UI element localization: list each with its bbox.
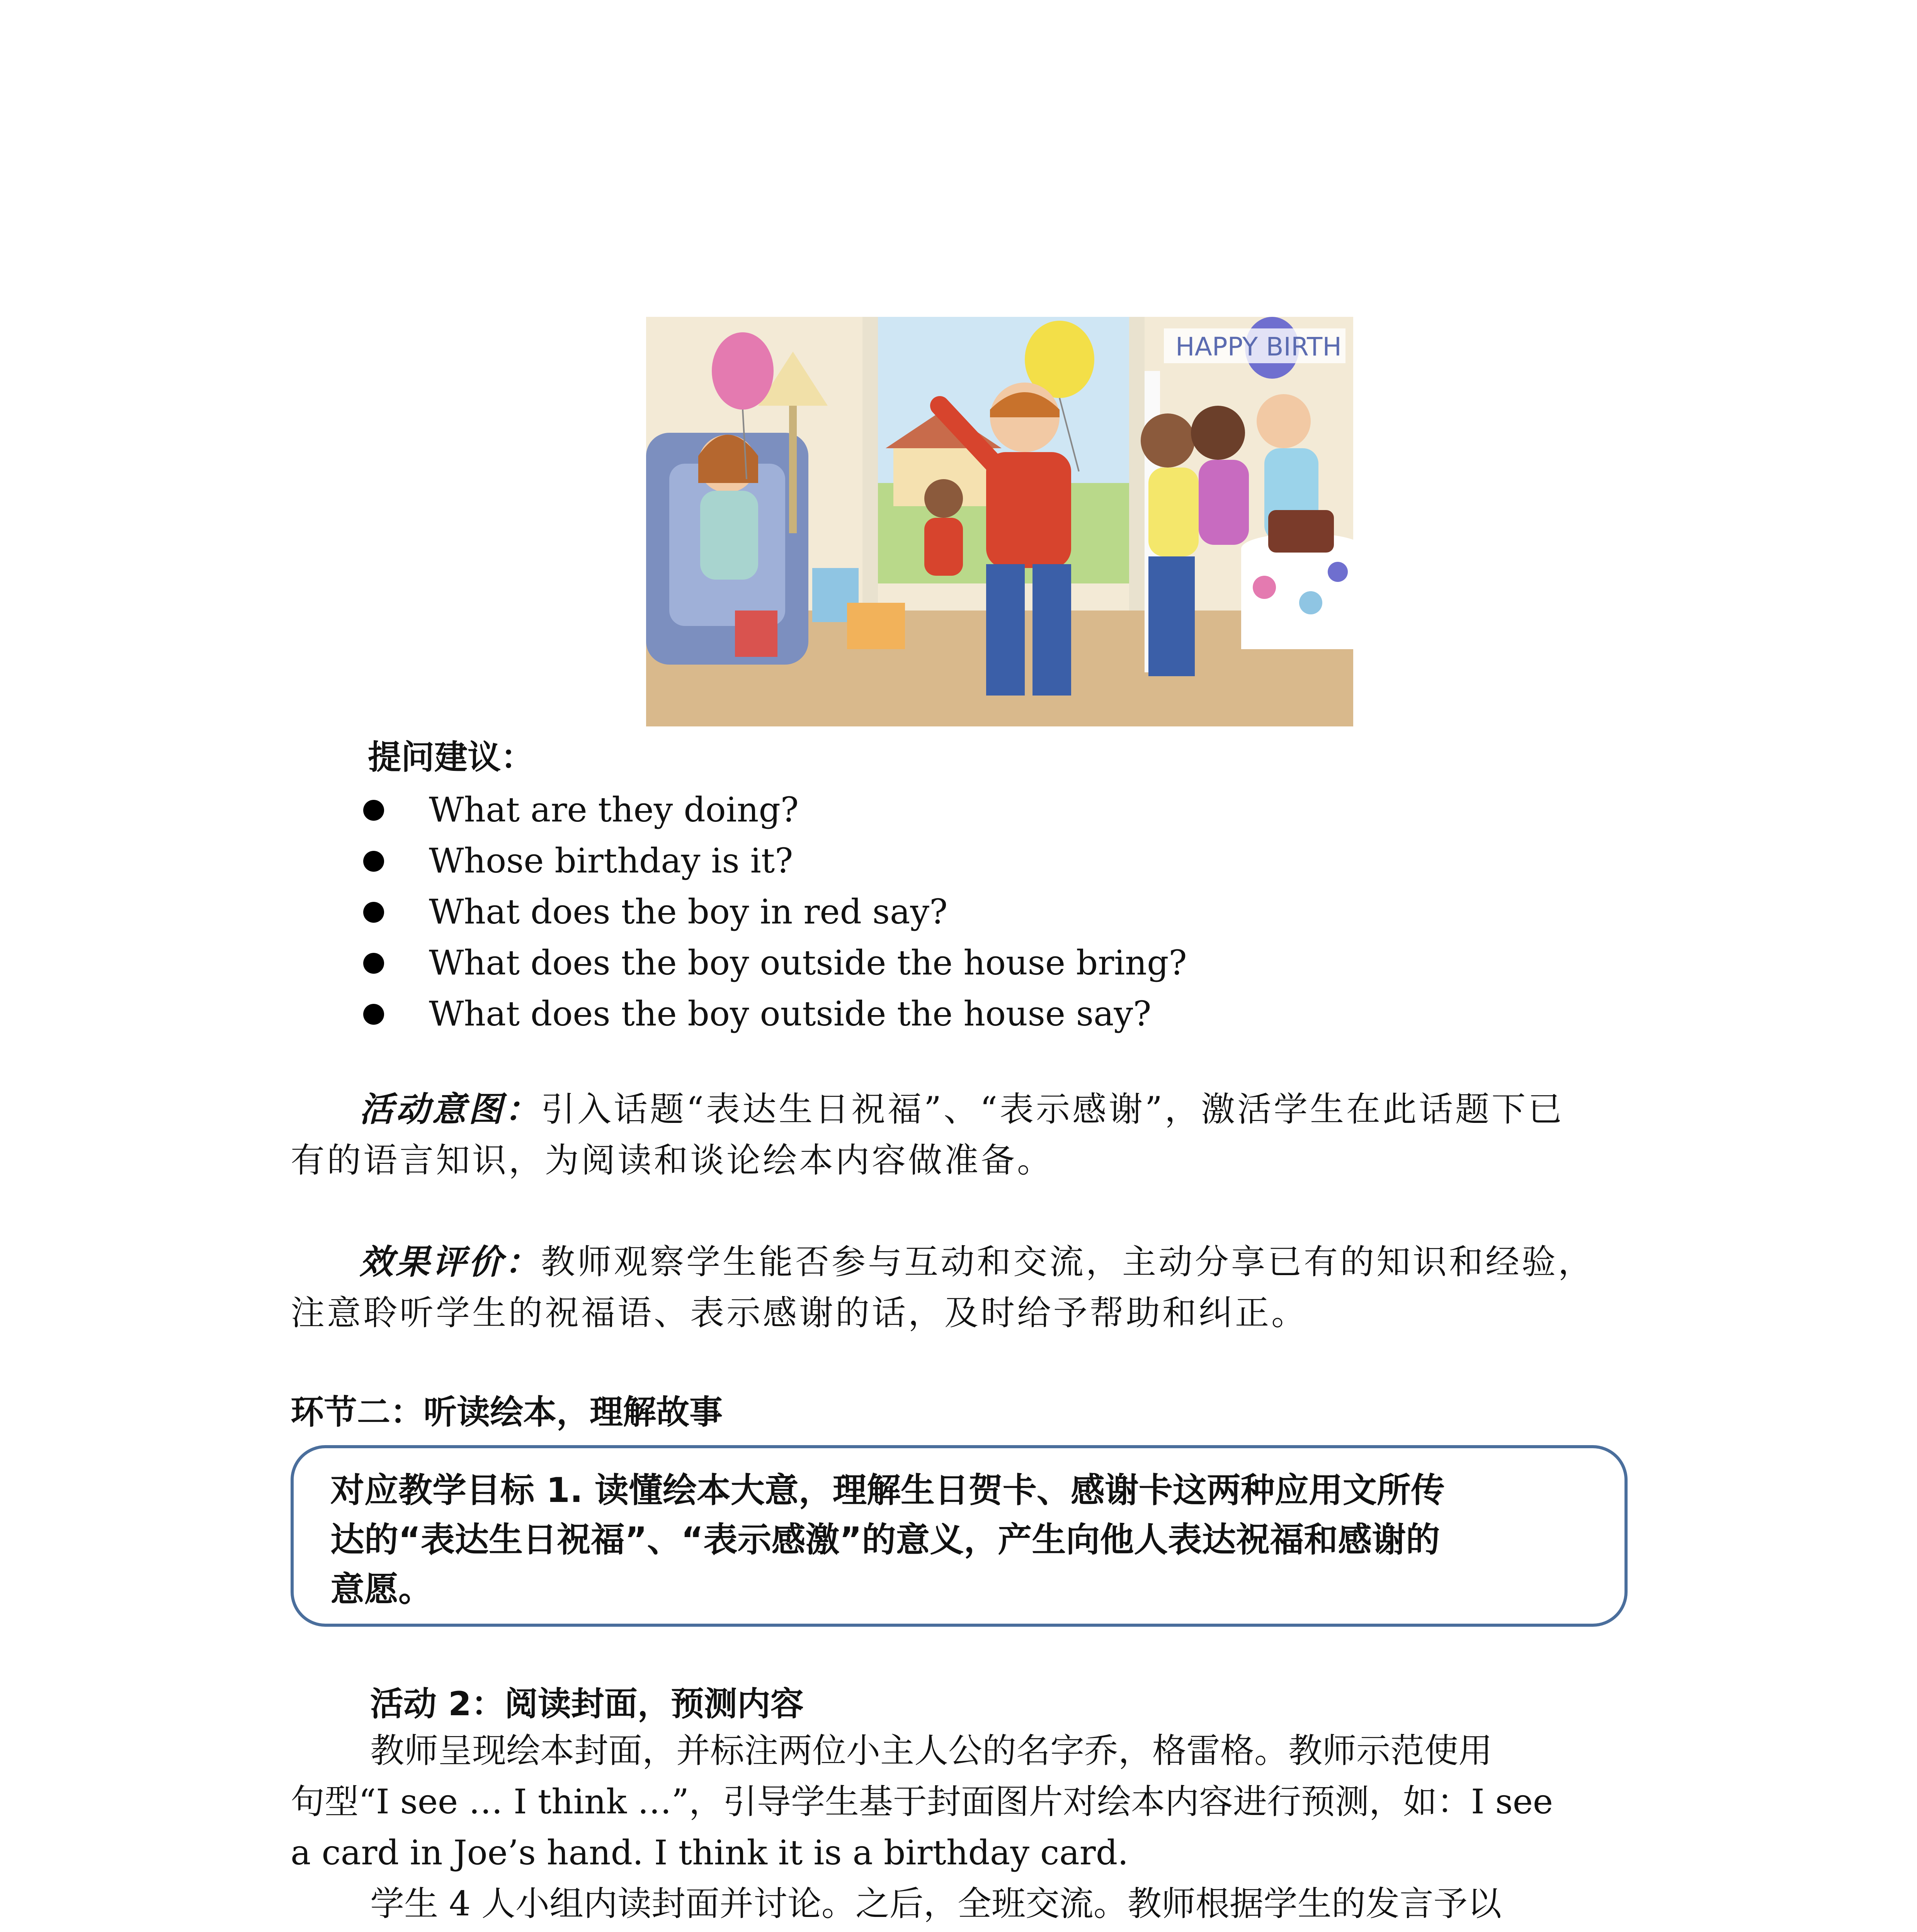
intent-label: 活动意图： <box>359 1089 541 1129</box>
teaching-goal-box <box>291 1445 1628 1627</box>
banner-text: HAPPY BIRTH <box>1175 332 1342 362</box>
paragraph-line: 学生 4 人小组内读封面并讨论。之后，全班交流。教师根据学生的发言予以 <box>370 1884 1502 1923</box>
paragraph-line <box>291 1929 495 1932</box>
activity-intent-1: 活动意图：引入话题“表达生日祝福”、“表示感谢”，激活学生在此话题下已 <box>359 1089 1564 1129</box>
bullet-icon <box>363 1004 384 1025</box>
list-item: What does the boy in red say? <box>363 886 1187 937</box>
paragraph-line: 教师呈现绘本封面，并标注两位小主人公的名字乔，格雷格。教师示范使用 <box>370 1731 1493 1770</box>
paragraph-line: 句型“I see … I think …”，引导学生基于封面图片对绘本内容进行预测，如：I see <box>291 1782 1553 1821</box>
goal-line: 意愿。 <box>330 1569 433 1609</box>
questions-heading: 提问建议： <box>368 738 534 777</box>
activity-intent-1-cont: 有的语言知识，为阅读和谈论绘本内容做准备。 <box>291 1140 1054 1180</box>
bullet-icon <box>363 800 384 821</box>
section-title: 环节二：听读绘本，理解故事 <box>291 1393 723 1432</box>
goal-line: 达的“表达生日祝福”、“表示感激”的意义，产生向他人表达祝福和感谢的 <box>330 1520 1440 1560</box>
question-list <box>363 784 1187 1039</box>
list-item: Whose birthday is it? <box>363 835 1187 886</box>
eval-label: 效果评价： <box>359 1242 541 1282</box>
activity-title: 活动 2：阅读封面，预测内容 <box>370 1685 804 1723</box>
list-item: What does the boy outside the house bring? <box>363 937 1187 988</box>
list-item: What does the boy outside the house say? <box>363 988 1187 1039</box>
bullet-icon <box>363 851 384 872</box>
paragraph-line: a card in Joe’s hand. I think it is a birthday card. <box>291 1833 1129 1872</box>
bullet-icon <box>363 902 384 923</box>
birthday-party-illustration <box>646 317 1353 726</box>
bullet-icon <box>363 953 384 974</box>
effect-evaluation: 效果评价：教师观察学生能否参与互动和交流，主动分享已有的知识和经验， <box>359 1242 1595 1282</box>
effect-evaluation-cont: 注意聆听学生的祝福语、表示感谢的话，及时给予帮助和纠正。 <box>291 1293 1308 1333</box>
goal-line: 对应教学目标 1. 读懂绘本大意，理解生日贺卡、感谢卡这两种应用文所传 <box>330 1470 1445 1510</box>
list-item: What are they doing? <box>363 784 1187 835</box>
